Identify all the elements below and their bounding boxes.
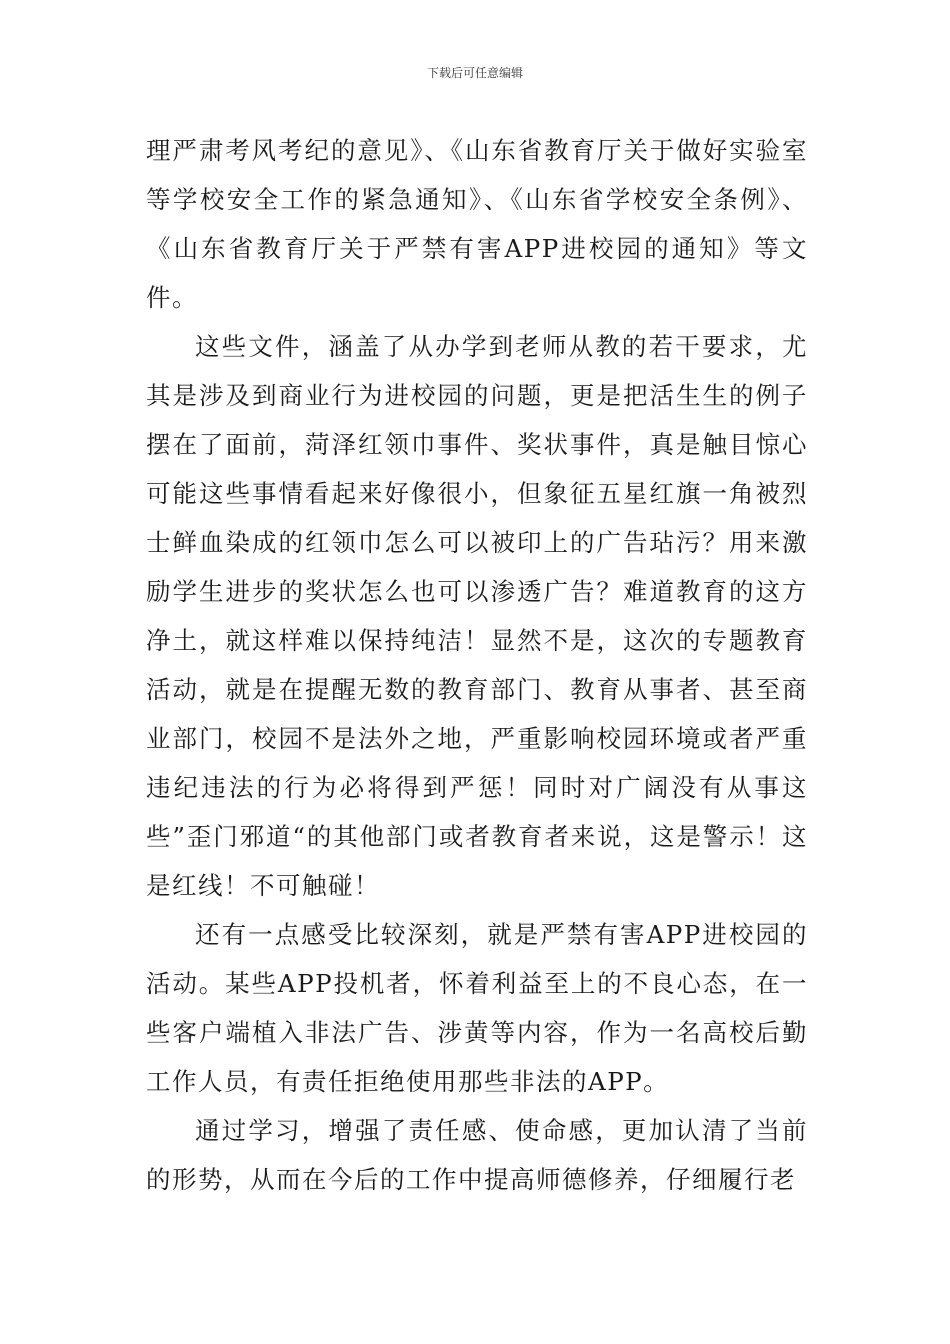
- paragraph-2: 这些文件，涵盖了从办学到老师从教的若干要求，尤其是涉及到商业行为进校园的问题，更是把活生生的例子摆在了面前，菏泽红领巾事件、奖状事件，真是触目惊心可能这些事情看起来好像很小，但象征五星红旗一角被烈士鲜血染成的红领巾怎么可以被印上的广告玷污？用来激励学生进步的奖状怎么也可以渗透广告？难道教育的这方净土，就这样难以保持纯洁！显然不是，这次的专题教育活动，就是在提醒无数的教育部门、教育从事者、甚至商业部门，校园不是法外之地，严重影响校园环境或者严重违纪违法的行为必将得到严惩！同时对广阔没有从事这些”歪门邪道“的其他部门或者教育者来说，这是警示！这是红线！不可触碰！: [146, 332, 808, 900]
- paragraph-3: 还有一点感受比较深刻，就是严禁有害APP进校园的活动。某些APP投机者，怀着利益至上的不良心态，在一些客户端植入非法广告、涉黄等内容，作为一名高校后勤工作人员，有责任拒绝使用那些非法的APP。: [146, 920, 808, 1096]
- paragraph-1: 理严肃考风考纪的意见》、《山东省教育厅关于做好实验室等学校安全工作的紧急通知》、《山东省学校安全条例》、《山东省教育厅关于严禁有害APP进校园的通知》等文件。: [146, 136, 808, 312]
- page-header: 下载后可任意编辑: [426, 66, 523, 80]
- document-body: [146, 126, 808, 1204]
- paragraph-4: 通过学习，增强了责任感、使命感，更加认清了当前的形势，从而在今后的工作中提高师德修养，仔细履行老: [146, 1116, 808, 1194]
